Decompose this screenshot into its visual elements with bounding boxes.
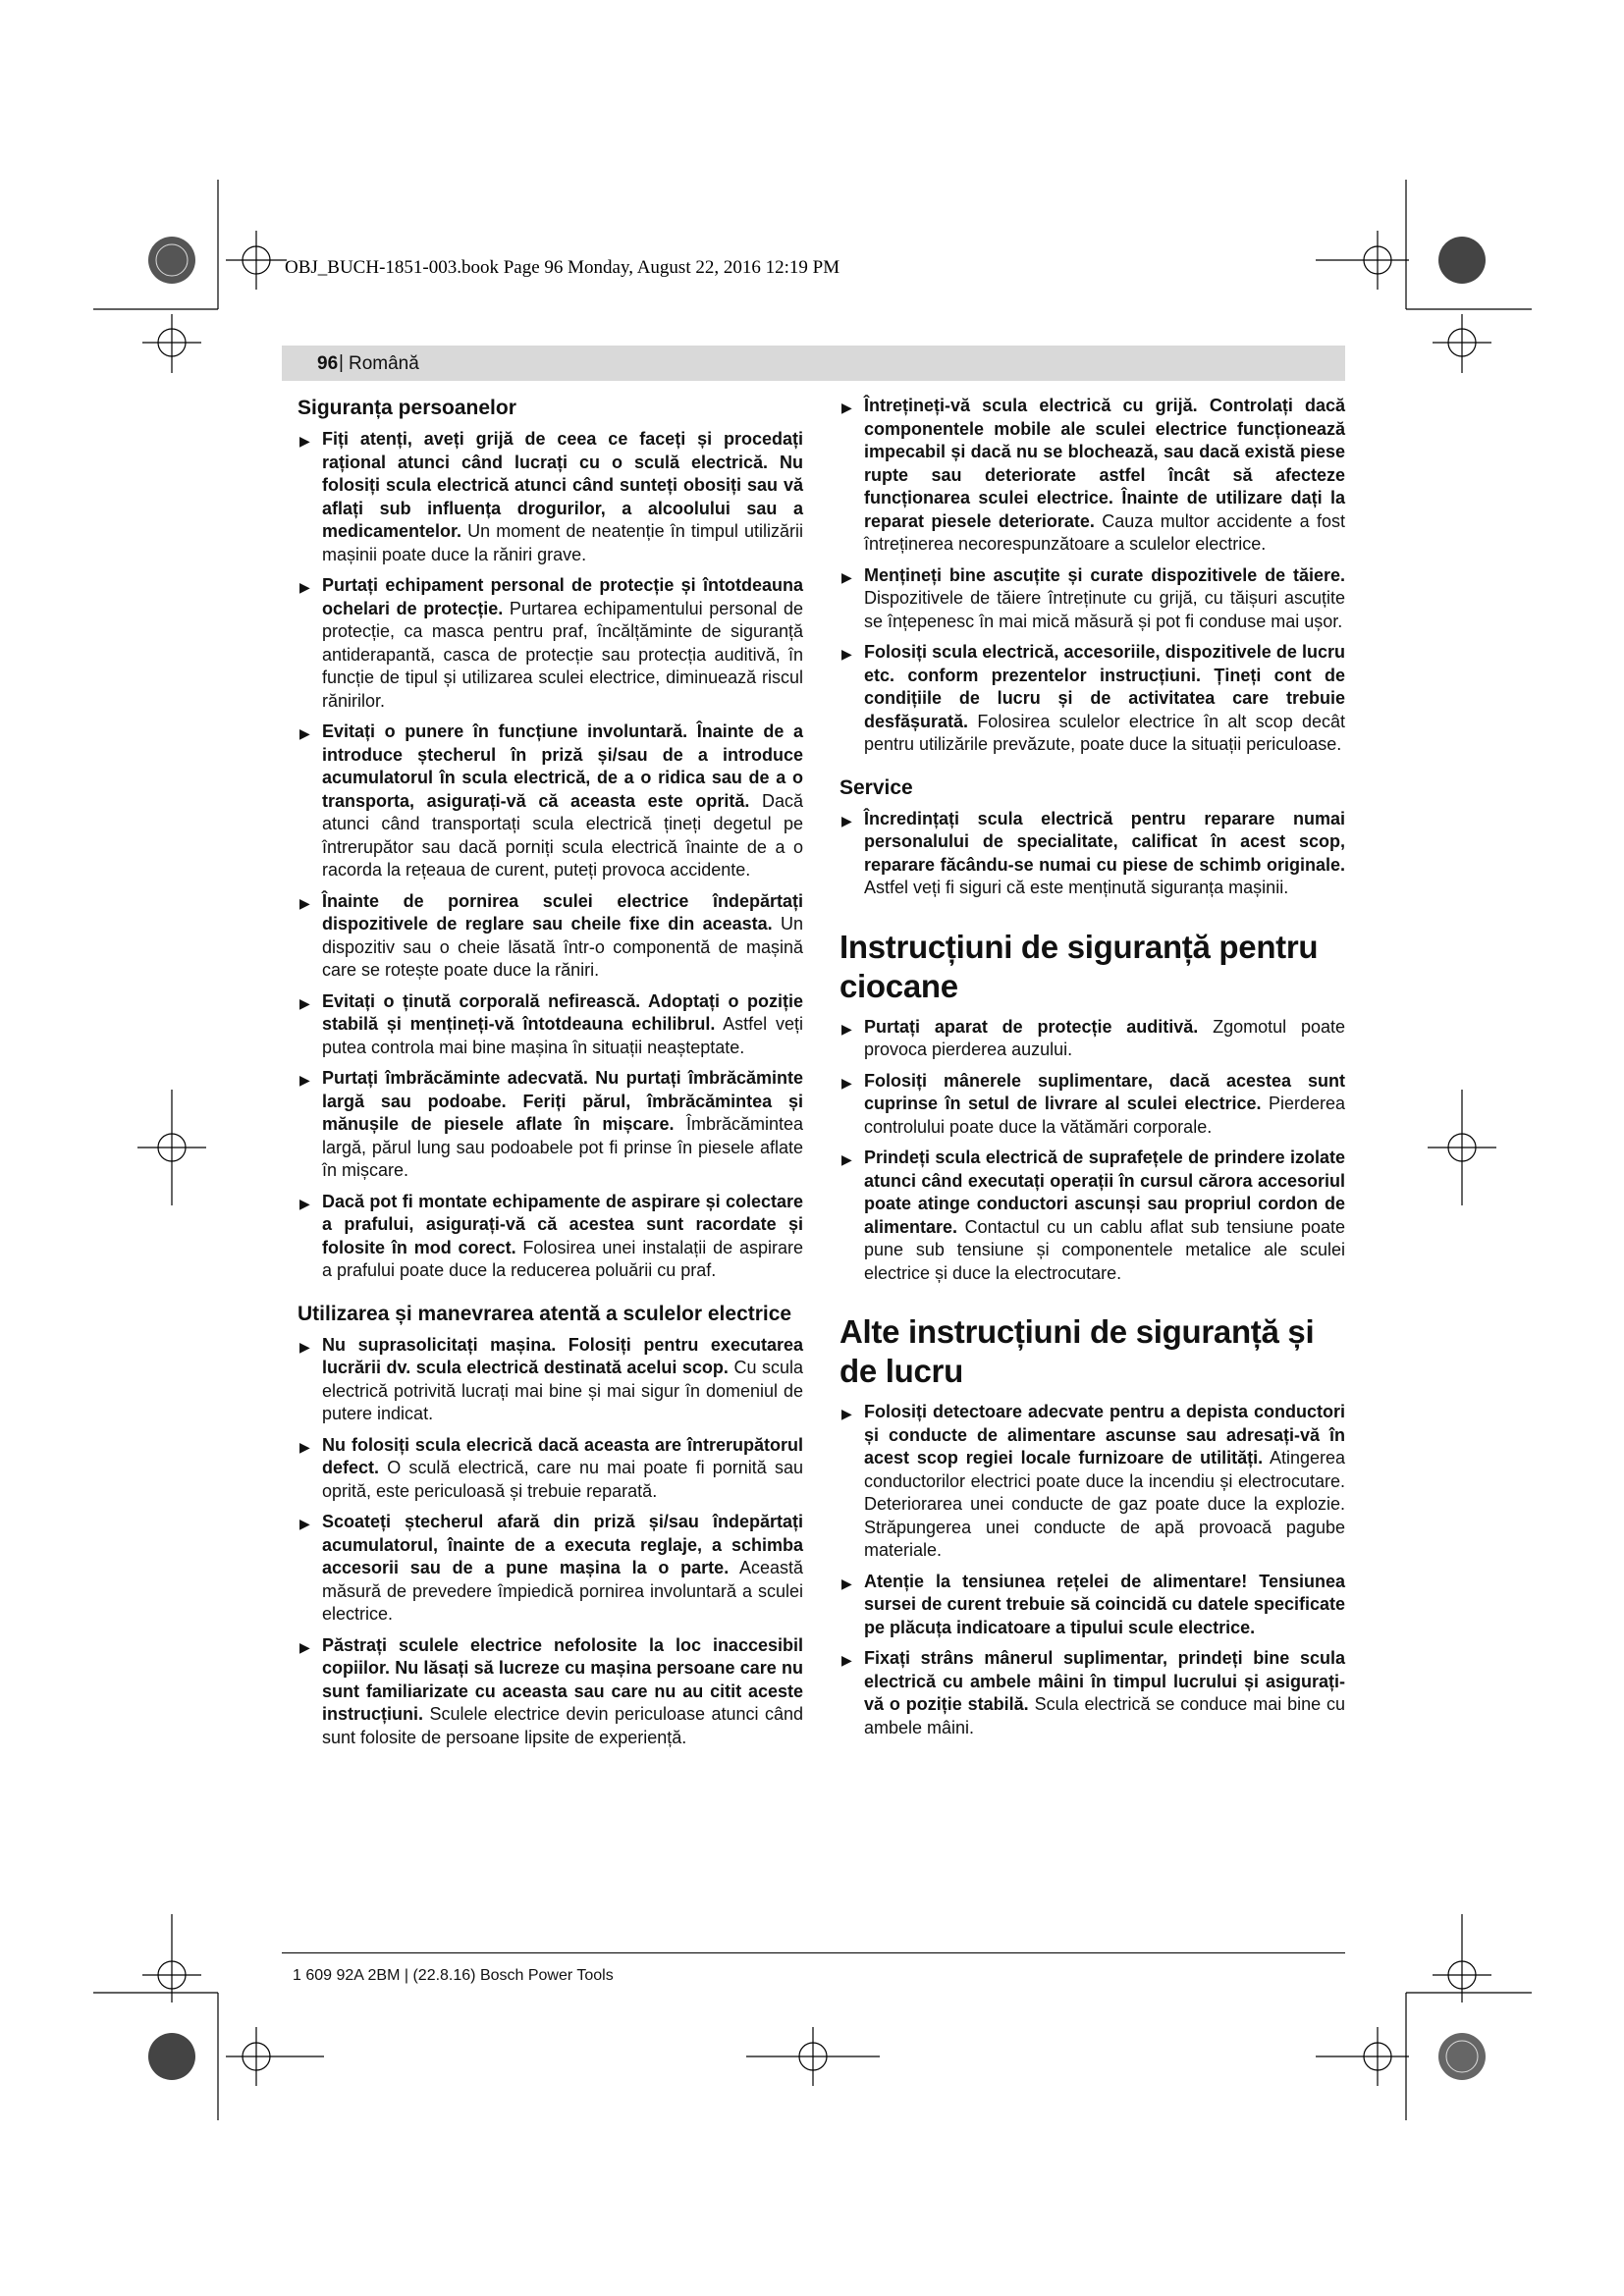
list-item: ▶ Prindeți scula electrică de suprafețele de prindere izolate atunci când executați operații în cursul cărora accesoriul poate atinge conductori ascunși sau propriul cordon de alimentare. Contactul cu un cablu aflat sub tensiune poate pune sub tensiune și componentele metalice ale sculei electrice și duce la electrocutare. <box>841 1148 1345 1283</box>
page-language: Română <box>349 353 419 374</box>
list-item: ▶ Purtați îmbrăcăminte adecvată. Nu purtați îmbrăcăminte largă sau podoabe. Feriți părul, îmbrăcămintea și mănușile de piesele aflate în mișcare. Îmbrăcămintea largă, părul lung sau podoabele pot fi prinse în piesele aflate în mișcare. <box>299 1068 803 1180</box>
page-separator: | <box>339 352 344 373</box>
list-item: ▶ Nu suprasolicitați mașina. Folosiți pentru executarea lucrării dv. scula electrică destinată acelui scop. Cu scula electrică potrivită lucrați mai bine și mai sigur în domeniul de putere indicat. <box>299 1334 803 1423</box>
section-heading: Siguranța persoanelor <box>298 397 516 419</box>
bullet-icon: ▶ <box>841 812 852 828</box>
list-item: ▶ Fiți atenți, aveți grijă de ceea ce faceți și procedați rațional atunci când lucrați cu o sculă electrică. Nu folosiți scula electrică atunci când sunteți obosiți sau vă aflați sub influența drogurilor, a alcoolului sau a medicamentelor. Un moment de neatenție în timpul utilizării mașinii poate duce la răniri grave. <box>299 429 803 564</box>
bullet-icon: ▶ <box>299 1638 310 1655</box>
list-item: ▶ Păstrați sculele electrice nefolosite la loc inaccesibil copiilor. Nu lăsați să lucreze cu mașina persoane care nu sunt familiarizate cu aceasta sau care nu au citit aceste instrucțiuni. Sculele electrice devin periculoase atunci când sunt folosite de persoane lipsite de experiență. <box>299 1634 803 1747</box>
left-column <box>298 395 803 1757</box>
list-item: ▶ Mențineți bine ascuțite și curate dispozitivele de tăiere. Dispozitivele de tăiere întreținute cu grijă, cu tăișuri ascuțite se înțepenesc în mai mică măsură și pot fi conduse mai ușor. <box>841 564 1345 631</box>
list-item: ▶ Încredințați scula electrică pentru reparare numai personalului de specialitate, calificat în acest scop, reparare făcându-se numai cu piese de schimb originale. Astfel veți fi siguri că este menținută siguranța mașinii. <box>841 808 1345 897</box>
bullet-icon: ▶ <box>841 1074 852 1091</box>
page-number: 96 <box>317 353 339 374</box>
bullet-icon: ▶ <box>841 646 852 662</box>
bullet-icon: ▶ <box>841 1575 852 1591</box>
bullet-icon: ▶ <box>299 1072 310 1088</box>
list-item: ▶ Nu folosiți scula elecrică dacă aceasta are întrerupătorul defect. O sculă electrică, care nu mai poate fi pornită sau oprită, este periculoasă și trebuie reparată. <box>299 1434 803 1501</box>
list-item: ▶ Înainte de pornirea sculei electrice îndepărtați dispozitivele de reglare sau cheile fixe din aceasta. Un dispozitiv sau o cheie lăsată într-o componentă de mașină care se rotește poate duce la răniri. <box>299 890 803 980</box>
bullet-icon: ▶ <box>299 1516 310 1531</box>
print-header: OBJ_BUCH-1851-003.book Page 96 Monday, August 22, 2016 12:19 PM <box>285 257 840 278</box>
section-heading: Utilizarea și manevrarea atentă a sculelor electrice <box>298 1302 792 1325</box>
bullet-icon: ▶ <box>841 1652 852 1668</box>
list-item: ▶ Evitați o punere în funcțiune involuntară. Înainte de a introduce ștecherul în priză și/sau de a introduce acumulatorul în scula electrică, de a o ridica sau de a o transporta, asigurați-vă că aceasta este oprită. Dacă atunci când transportați scula electrică țineți degetul pe întrerupător sau dacă porniți scula electrică înainte de a o racorda la rețeaua de curent, puteți provoca accidente. <box>299 721 803 880</box>
section-title-hammers: Instrucțiuni de siguranță pentru ciocane <box>839 928 1319 1004</box>
bullet-icon: ▶ <box>299 994 310 1011</box>
section-title-other: Alte instrucțiuni de siguranță și de lucru <box>839 1313 1315 1389</box>
bullet-icon: ▶ <box>299 1438 310 1455</box>
bullet-icon: ▶ <box>299 725 310 741</box>
bullet-icon: ▶ <box>841 1151 852 1167</box>
bullet-icon: ▶ <box>841 400 852 415</box>
list-item: ▶ Folosiți detectoare adecvate pentru a depista conductori și conducte de alimentare ascunse sau adresați-vă în acest scop regiei locale furnizoare de utilități. Atingerea conductorilor electrici poate duce la incendiu și electrocutare. Deteriorarea unei conducte de gaz poate duce la explozie. Străpungerea unei conducte de apă provoacă pagube materiale. <box>841 1402 1346 1560</box>
footer-rule <box>282 1952 1345 1953</box>
footer: 1 609 92A 2BM | (22.8.16) Bosch Power Tools <box>293 1967 614 1984</box>
bullet-icon: ▶ <box>299 1338 310 1355</box>
page-band <box>282 346 1345 381</box>
bullet-icon: ▶ <box>299 579 310 595</box>
list-item: ▶ Purtați echipament personal de protecție și întotdeauna ochelari de protecție. Purtarea echipamentului personal de protecție, ca masca pentru praf, încălțăminte de siguranță antiderapantă, casca de protecție sau protecția auditivă, în funcție de tipul și utilizarea sculei electrice, diminuează riscul rănirilor. <box>299 575 803 711</box>
list-item: ▶ Fixați strâns mânerul suplimentar, prindeți bine scula electrică cu ambele mâini în timpul lucrului și asigurați-vă o poziție stabilă. Scula electrică se conduce mai bine cu ambele mâini. <box>841 1648 1346 1737</box>
list-item: ▶ Dacă pot fi montate echipamente de aspirare și colectare a prafului, asigurați-vă că acestea sunt racordate și folosite în mod corect. Folosirea unei instalații de aspirare a prafului poate duce la reducerea poluării cu praf. <box>299 1191 803 1280</box>
list-item: ▶ Folosiți scula electrică, accesoriile, dispozitivele de lucru etc. conform prezentelor instrucțiuni. Țineți cont de condițiile de lucru și de activitatea care trebuie desfășurată. Folosirea sculelor electrice în alt scop decât pentru utilizările prevăzute, poate duce la situații periculoase. <box>841 642 1345 754</box>
bullet-icon: ▶ <box>841 1406 852 1421</box>
list-item: ▶ Atenție la tensiunea rețelei de alimentare! Tensiunea sursei de curent trebuie să coincidă cu datele specificate pe plăcuța indicatoare a tipului scule electrice. <box>841 1571 1345 1637</box>
bullet-icon: ▶ <box>299 894 310 911</box>
list-item: ▶ Întrețineți-vă scula electrică cu grijă. Controlați dacă componentele mobile ale sculei electrice funcționează impecabil și dacă nu se blochează, sau dacă există piese rupte sau deteriorate astfel încât să afecteze funcționarea sculei electrice. Înainte de utilizare dați la reparat piesele deteriorate. Cauza multor accidente a fost întreținerea necorespunzătoare a sculelor electrice. <box>841 396 1346 554</box>
list-item: ▶ Folosiți mânerele suplimentare, dacă acestea sunt cuprinse în setul de livrare al sculei electrice. Pierderea controlului poate duce la vătămări corporale. <box>841 1070 1345 1137</box>
section-heading-service: Service <box>839 775 913 799</box>
bullet-icon: ▶ <box>841 1020 852 1037</box>
list-item: ▶ Purtați aparat de protecție auditivă. Zgomotul poate provoca pierderea auzului. <box>841 1016 1346 1059</box>
bullet-icon: ▶ <box>299 1195 310 1211</box>
right-column <box>839 395 1345 1747</box>
bullet-icon: ▶ <box>841 568 852 585</box>
list-item: ▶ Evitați o ținută corporală nefirească. Adoptați o poziție stabilă și mențineți-vă întotdeauna echilibrul. Astfel veți putea controla mai bine mașina în situații neașteptate. <box>299 990 803 1057</box>
bullet-icon: ▶ <box>299 433 310 449</box>
list-item: ▶ Scoateți ștecherul afară din priză și/sau îndepărtați acumulatorul, înainte de a executa reglaje, a schimba accesorii sau de a pune mașina la o parte. Această măsură de prevedere împiedică pornirea involuntară a sculei electrice. <box>299 1512 804 1624</box>
